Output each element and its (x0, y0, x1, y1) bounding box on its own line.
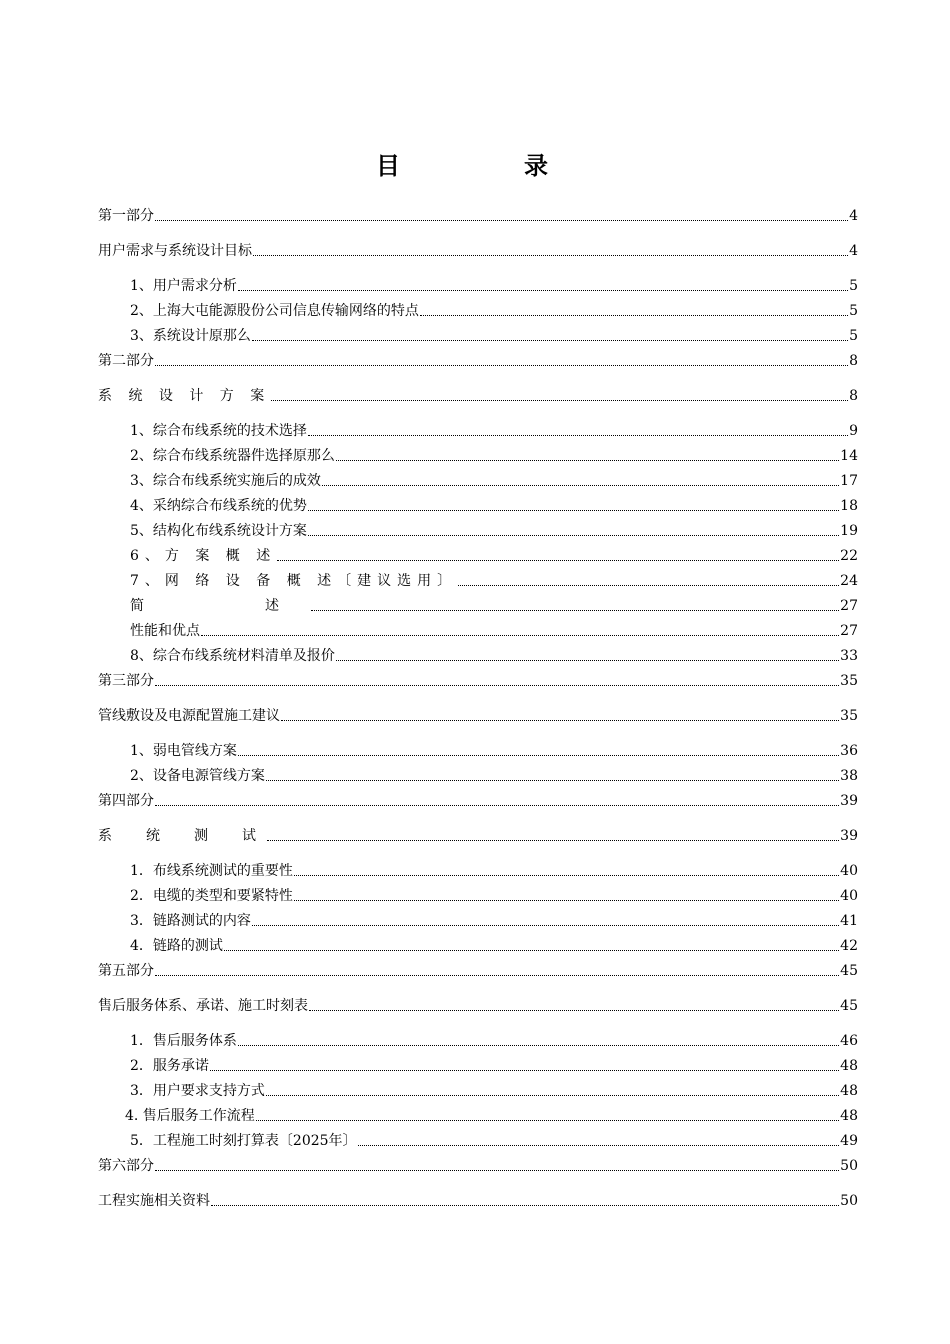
toc-entry-label: 2．电缆的类型和要紧特性 (130, 888, 293, 904)
toc-entry-page: 45 (840, 998, 858, 1014)
toc-entry-label: 1、弱电管线方案 (130, 743, 237, 759)
dot-leader (336, 660, 839, 661)
toc-entry-label: 4、采纳综合布线系统的优势 (130, 498, 307, 514)
toc-entry-page: 41 (840, 913, 858, 929)
dot-leader (224, 950, 839, 951)
toc-entry-page: 27 (840, 623, 858, 639)
toc-entry[interactable] (130, 545, 858, 565)
dot-leader (277, 560, 839, 561)
toc-entry-label: 管线敷设及电源配置施工建议 (98, 708, 280, 724)
toc-entry[interactable] (98, 385, 858, 405)
toc-entry[interactable] (98, 1190, 858, 1210)
toc-entry[interactable] (98, 790, 858, 810)
dot-leader (308, 510, 839, 511)
toc-entry-label: 2．服务承诺 (130, 1058, 209, 1074)
toc-entry-page: 33 (840, 648, 858, 664)
toc-entry-page: 46 (840, 1033, 858, 1049)
toc-entry[interactable] (98, 1155, 858, 1175)
toc-entry-page: 17 (840, 473, 858, 489)
toc-entry-label: 3．链路测试的内容 (130, 913, 251, 929)
toc-entry-label: 1、综合布线系统的技术选择 (130, 423, 307, 439)
dot-leader (420, 315, 848, 316)
toc-entry-page: 39 (840, 793, 858, 809)
toc-entry[interactable] (130, 1055, 858, 1075)
toc-entry-label: 1、用户需求分析 (130, 278, 237, 294)
toc-entry-page: 9 (849, 423, 858, 439)
toc-entry-label: 2、设备电源管线方案 (130, 768, 265, 784)
toc-entry[interactable] (98, 705, 858, 725)
dot-leader (309, 1010, 839, 1011)
toc-entry-page: 5 (849, 303, 858, 319)
toc-entry[interactable] (130, 1030, 858, 1050)
toc-entry-page: 5 (849, 278, 858, 294)
dot-leader (238, 1045, 839, 1046)
toc-entry[interactable] (130, 300, 858, 320)
toc-entry-page: 22 (840, 548, 858, 564)
toc-entry-label: 第六部分 (98, 1158, 154, 1174)
dot-leader (253, 255, 848, 256)
dot-leader (308, 435, 848, 436)
toc-entry-label: 8、综合布线系统材料清单及报价 (130, 648, 335, 664)
toc-entry[interactable] (130, 740, 858, 760)
toc-entry[interactable] (130, 275, 858, 295)
dot-leader (358, 1145, 840, 1146)
toc-title: 目 录 (376, 151, 598, 180)
toc-entry-label: 3、综合布线系统实施后的成效 (130, 473, 321, 489)
toc-entry[interactable] (130, 595, 858, 615)
toc-entry-label: 1．布线系统测试的重要性 (130, 863, 293, 879)
dot-leader (311, 610, 839, 611)
toc-entry[interactable] (130, 570, 858, 590)
toc-entry[interactable] (130, 645, 858, 665)
toc-entry-page: 42 (840, 938, 858, 954)
toc-entry-label: 4．链路的测试 (130, 938, 223, 954)
toc-entry-label: 5、结构化布线系统设计方案 (130, 523, 307, 539)
dot-leader (238, 755, 839, 756)
toc-entry-page: 27 (840, 598, 858, 614)
toc-entry-label: 4. 售后服务工作流程 (125, 1108, 255, 1124)
toc-entry-page: 24 (840, 573, 858, 589)
toc-entry-label: 简 述 (130, 598, 310, 614)
toc-entry-page: 40 (840, 863, 858, 879)
dot-leader (155, 1170, 839, 1171)
toc-entry-page: 48 (840, 1058, 858, 1074)
toc-entry-page: 48 (840, 1083, 858, 1099)
dot-leader (267, 840, 839, 841)
dot-leader (271, 400, 848, 401)
toc-entry[interactable] (130, 910, 858, 930)
toc-entry[interactable] (130, 620, 858, 640)
dot-leader (155, 975, 839, 976)
toc-entry[interactable] (98, 670, 858, 690)
toc-entry-page: 39 (840, 828, 858, 844)
dot-leader (155, 685, 839, 686)
toc-entry[interactable] (98, 995, 858, 1015)
toc-entry[interactable] (98, 350, 858, 370)
toc-entry-page: 18 (840, 498, 858, 514)
toc-entry-label: 5．工程施工时刻打算表〔2025年〕 (130, 1133, 357, 1149)
toc-entry-page: 8 (849, 388, 858, 404)
toc-entry[interactable] (98, 825, 858, 845)
toc-entry-label: 性能和优点 (130, 623, 200, 639)
toc-entry[interactable] (130, 470, 858, 490)
toc-entry-label: 系 统 设 计 方 案 (98, 388, 271, 404)
toc-entry-page: 48 (840, 1108, 858, 1124)
toc-entry-page: 38 (840, 768, 858, 784)
toc-entry[interactable] (130, 495, 858, 515)
toc-entry-label: 2、综合布线系统器件选择原那么 (130, 448, 335, 464)
toc-entry-label: 系 统 测 试 (98, 828, 266, 844)
dot-leader (322, 485, 839, 486)
dot-leader (211, 1205, 839, 1206)
toc-entry[interactable] (130, 1080, 858, 1100)
toc-entry-label: 售后服务体系、承诺、施工时刻表 (98, 998, 308, 1014)
toc-entry[interactable] (130, 860, 858, 880)
dot-leader (238, 290, 848, 291)
toc-entry[interactable] (130, 765, 858, 785)
toc-entry-page: 4 (849, 208, 858, 224)
dot-leader (252, 925, 839, 926)
toc-entry[interactable] (130, 420, 858, 440)
dot-leader (281, 720, 839, 721)
toc-entry-page: 49 (840, 1133, 858, 1149)
toc-entry[interactable] (130, 325, 858, 345)
toc-entry-label: 3．用户要求支持方式 (130, 1083, 265, 1099)
toc-entry-label: 2、上海大屯能源股份公司信息传输网络的特点 (130, 303, 419, 319)
toc-entry-label: 第二部分 (98, 353, 154, 369)
dot-leader (210, 1070, 839, 1071)
toc-entry-page: 5 (849, 328, 858, 344)
dot-leader (155, 805, 839, 806)
dot-leader (201, 635, 839, 636)
toc-entry-page: 36 (840, 743, 858, 759)
toc-entry-page: 50 (840, 1193, 858, 1209)
toc-entry-label: 第五部分 (98, 963, 154, 979)
dot-leader (308, 535, 839, 536)
toc-entry-page: 50 (840, 1158, 858, 1174)
toc-entry-label: 用户需求与系统设计目标 (98, 243, 252, 259)
toc-entry-label: 第三部分 (98, 673, 154, 689)
dot-leader (256, 1120, 839, 1121)
toc-entry[interactable] (130, 935, 858, 955)
toc-entry-page: 19 (840, 523, 858, 539)
dot-leader (294, 875, 839, 876)
toc-entry-label: 第一部分 (98, 208, 154, 224)
toc-entry-page: 4 (849, 243, 858, 259)
toc-entry[interactable] (98, 960, 858, 980)
toc-entry-page: 40 (840, 888, 858, 904)
toc-entry-page: 45 (840, 963, 858, 979)
toc-entry-label: 6、方 案 概 述 (130, 548, 277, 564)
toc-entry[interactable] (130, 520, 858, 540)
toc-entry-page: 14 (840, 448, 858, 464)
toc-entry[interactable] (130, 445, 858, 465)
toc-entry[interactable] (130, 885, 858, 905)
toc-entry[interactable] (98, 205, 858, 225)
dot-leader (155, 220, 848, 221)
dot-leader (266, 780, 839, 781)
dot-leader (252, 340, 848, 341)
toc-entry-label: 第四部分 (98, 793, 154, 809)
toc-entry[interactable] (125, 1105, 858, 1125)
toc-entry-page: 8 (849, 353, 858, 369)
dot-leader (294, 900, 839, 901)
dot-leader (458, 585, 839, 586)
toc-entry-page: 35 (840, 708, 858, 724)
toc-entry-label: 工程实施相关资料 (98, 1193, 210, 1209)
toc-entry-label: 7、网 络 设 备 概 述〔建议选用〕 (130, 573, 458, 589)
toc-entry[interactable] (130, 1130, 858, 1150)
dot-leader (155, 365, 848, 366)
toc-entry-label: 3、系统设计原那么 (130, 328, 251, 344)
toc-entry-label: 1．售后服务体系 (130, 1033, 237, 1049)
toc-entry-page: 35 (840, 673, 858, 689)
dot-leader (266, 1095, 839, 1096)
toc-entry[interactable] (98, 240, 858, 260)
dot-leader (336, 460, 839, 461)
